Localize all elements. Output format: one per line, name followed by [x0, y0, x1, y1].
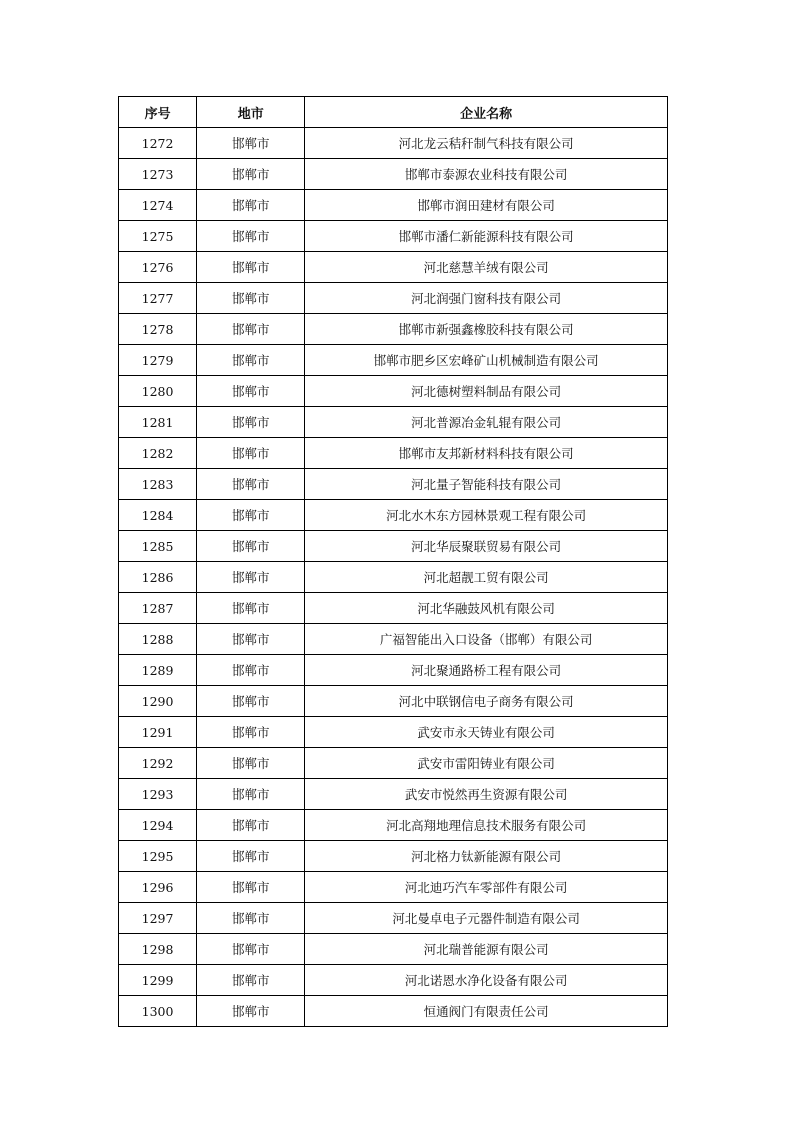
cell-no: 1289 [119, 655, 197, 686]
cell-no: 1288 [119, 624, 197, 655]
cell-name: 河北格力钛新能源有限公司 [305, 841, 668, 872]
cell-no: 1275 [119, 221, 197, 252]
cell-city: 邯郸市 [197, 314, 305, 345]
table-row [119, 376, 668, 407]
cell-name: 河北高翔地理信息技术服务有限公司 [305, 810, 668, 841]
cell-name: 河北水木东方园林景观工程有限公司 [305, 500, 668, 531]
cell-name: 河北聚通路桥工程有限公司 [305, 655, 668, 686]
cell-city: 邯郸市 [197, 376, 305, 407]
table-row [119, 190, 668, 221]
cell-no: 1276 [119, 252, 197, 283]
cell-name: 邯郸市润田建材有限公司 [305, 190, 668, 221]
cell-name: 邯郸市新强鑫橡胶科技有限公司 [305, 314, 668, 345]
cell-city: 邯郸市 [197, 283, 305, 314]
table-row [119, 686, 668, 717]
cell-city: 邯郸市 [197, 624, 305, 655]
cell-name: 邯郸市肥乡区宏峰矿山机械制造有限公司 [305, 345, 668, 376]
table-row [119, 252, 668, 283]
table-row [119, 717, 668, 748]
cell-no: 1290 [119, 686, 197, 717]
table-header [119, 97, 668, 128]
table-row [119, 593, 668, 624]
cell-city: 邯郸市 [197, 655, 305, 686]
cell-city: 邯郸市 [197, 841, 305, 872]
cell-name: 河北普源冶金轧辊有限公司 [305, 407, 668, 438]
cell-name: 河北曼卓电子元器件制造有限公司 [305, 903, 668, 934]
cell-city: 邯郸市 [197, 469, 305, 500]
cell-city: 邯郸市 [197, 128, 305, 159]
cell-name: 河北瑞普能源有限公司 [305, 934, 668, 965]
cell-name: 河北慈慧羊绒有限公司 [305, 252, 668, 283]
cell-name: 河北华辰聚联贸易有限公司 [305, 531, 668, 562]
enterprise-table [118, 96, 668, 1027]
header-name: 企业名称 [305, 97, 668, 128]
cell-name: 河北超靓工贸有限公司 [305, 562, 668, 593]
cell-city: 邯郸市 [197, 903, 305, 934]
table-row [119, 562, 668, 593]
cell-city: 邯郸市 [197, 531, 305, 562]
cell-city: 邯郸市 [197, 438, 305, 469]
cell-no: 1282 [119, 438, 197, 469]
table-row [119, 159, 668, 190]
cell-city: 邯郸市 [197, 996, 305, 1027]
cell-no: 1293 [119, 779, 197, 810]
header-no: 序号 [119, 97, 197, 128]
cell-city: 邯郸市 [197, 159, 305, 190]
table-row [119, 996, 668, 1027]
cell-no: 1296 [119, 872, 197, 903]
table-row [119, 438, 668, 469]
cell-name: 河北迪巧汽车零部件有限公司 [305, 872, 668, 903]
table-row [119, 841, 668, 872]
cell-name: 河北量子智能科技有限公司 [305, 469, 668, 500]
table-row [119, 779, 668, 810]
table-row [119, 655, 668, 686]
cell-name: 河北华融鼓风机有限公司 [305, 593, 668, 624]
table-body [119, 128, 668, 1027]
cell-city: 邯郸市 [197, 934, 305, 965]
table-row [119, 810, 668, 841]
table-row [119, 903, 668, 934]
cell-city: 邯郸市 [197, 500, 305, 531]
table-row [119, 500, 668, 531]
cell-no: 1272 [119, 128, 197, 159]
cell-no: 1285 [119, 531, 197, 562]
cell-no: 1286 [119, 562, 197, 593]
cell-no: 1281 [119, 407, 197, 438]
table-row [119, 872, 668, 903]
cell-no: 1287 [119, 593, 197, 624]
cell-city: 邯郸市 [197, 965, 305, 996]
cell-no: 1298 [119, 934, 197, 965]
cell-no: 1283 [119, 469, 197, 500]
cell-city: 邯郸市 [197, 593, 305, 624]
table-row [119, 934, 668, 965]
cell-no: 1278 [119, 314, 197, 345]
cell-city: 邯郸市 [197, 872, 305, 903]
cell-city: 邯郸市 [197, 748, 305, 779]
cell-city: 邯郸市 [197, 252, 305, 283]
cell-name: 河北润强门窗科技有限公司 [305, 283, 668, 314]
table-row [119, 345, 668, 376]
cell-no: 1280 [119, 376, 197, 407]
table-row [119, 624, 668, 655]
cell-no: 1292 [119, 748, 197, 779]
cell-city: 邯郸市 [197, 407, 305, 438]
cell-city: 邯郸市 [197, 686, 305, 717]
cell-no: 1294 [119, 810, 197, 841]
header-city: 地市 [197, 97, 305, 128]
cell-no: 1277 [119, 283, 197, 314]
cell-city: 邯郸市 [197, 810, 305, 841]
cell-name: 河北诺恩水净化设备有限公司 [305, 965, 668, 996]
cell-name: 武安市悦然再生资源有限公司 [305, 779, 668, 810]
cell-name: 河北龙云秸秆制气科技有限公司 [305, 128, 668, 159]
cell-no: 1295 [119, 841, 197, 872]
cell-no: 1284 [119, 500, 197, 531]
cell-city: 邯郸市 [197, 190, 305, 221]
cell-name: 邯郸市友邦新材料科技有限公司 [305, 438, 668, 469]
cell-name: 武安市永天铸业有限公司 [305, 717, 668, 748]
table-row [119, 221, 668, 252]
table-row [119, 283, 668, 314]
cell-city: 邯郸市 [197, 345, 305, 376]
cell-name: 邯郸市泰源农业科技有限公司 [305, 159, 668, 190]
cell-name: 广福智能出入口设备（邯郸）有限公司 [305, 624, 668, 655]
cell-no: 1299 [119, 965, 197, 996]
table-row [119, 314, 668, 345]
cell-name: 河北中联钢信电子商务有限公司 [305, 686, 668, 717]
cell-name: 河北德树塑料制品有限公司 [305, 376, 668, 407]
cell-name: 邯郸市潘仁新能源科技有限公司 [305, 221, 668, 252]
table-row [119, 469, 668, 500]
cell-city: 邯郸市 [197, 779, 305, 810]
cell-no: 1297 [119, 903, 197, 934]
cell-city: 邯郸市 [197, 717, 305, 748]
cell-no: 1273 [119, 159, 197, 190]
header-row [119, 97, 668, 128]
cell-city: 邯郸市 [197, 562, 305, 593]
cell-no: 1274 [119, 190, 197, 221]
cell-no: 1291 [119, 717, 197, 748]
table-row [119, 128, 668, 159]
cell-no: 1300 [119, 996, 197, 1027]
table-row [119, 748, 668, 779]
cell-name: 恒通阀门有限责任公司 [305, 996, 668, 1027]
cell-name: 武安市雷阳铸业有限公司 [305, 748, 668, 779]
cell-no: 1279 [119, 345, 197, 376]
table-row [119, 965, 668, 996]
table-row [119, 531, 668, 562]
table-row [119, 407, 668, 438]
cell-city: 邯郸市 [197, 221, 305, 252]
